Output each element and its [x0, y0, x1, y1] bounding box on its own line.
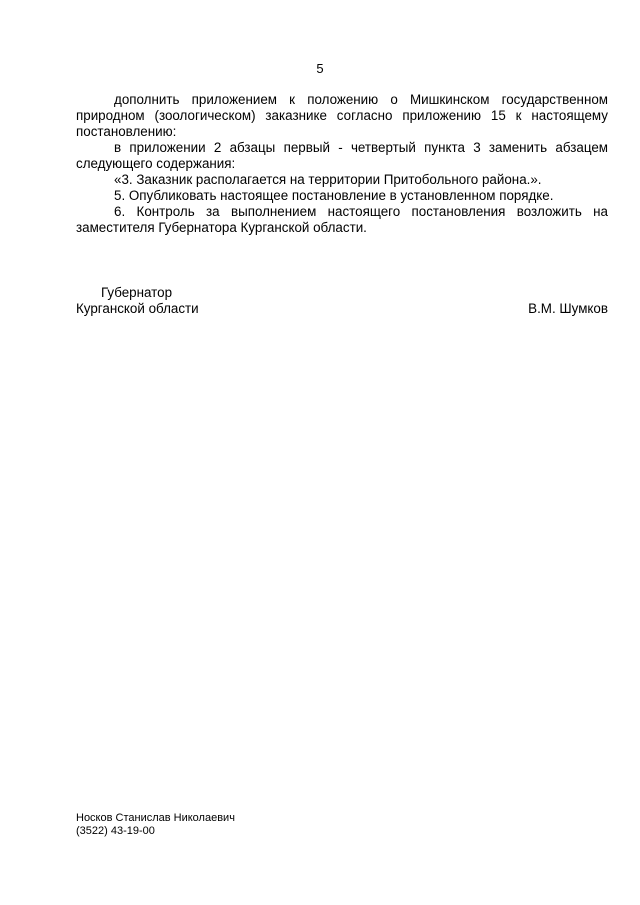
paragraph-replace-clause: в приложении 2 абзацы первый - четвертый пункта 3 заменить абзацем следующего содержания: — [76, 140, 608, 171]
executor-info — [76, 812, 235, 838]
signature-block — [76, 285, 608, 317]
executor-phone: (3522) 43-19-00 — [76, 825, 155, 837]
paragraph-append-appendix: дополнить приложением к положению о Мишкинском государственном природном (зоологическом) заказнике согласно приложению 15 к настоящему постановлению: — [76, 92, 608, 139]
signatory-title-line1: Губернатор — [101, 285, 173, 300]
executor-name: Носков Станислав Николаевич — [76, 812, 235, 824]
paragraph-publish: 5. Опубликовать настоящее постановление в установленном порядке. — [114, 188, 554, 203]
paragraph-quoted-clause: «3. Заказник располагается на территории Притобольного района.». — [114, 172, 542, 187]
signatory-title-line2: Курганской области — [76, 301, 199, 316]
signatory-name: В.М. Шумков — [528, 301, 608, 316]
paragraph-control: 6. Контроль за выполнением настоящего постановления возложить на заместителя Губернатора Курганской области. — [76, 204, 608, 235]
page-number: 5 — [316, 61, 324, 76]
document-body — [76, 92, 608, 236]
